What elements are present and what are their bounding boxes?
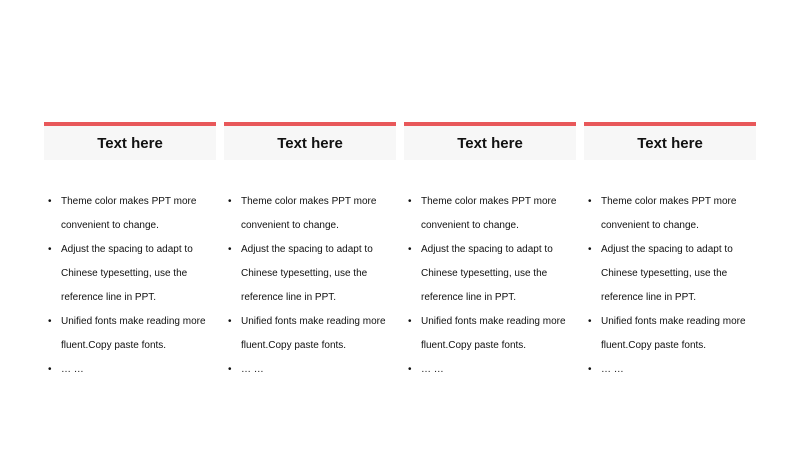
- bullet-item: [404, 238, 576, 310]
- bullet-dot-icon: •: [588, 364, 592, 375]
- bullet-text: … …: [421, 364, 444, 375]
- bullet-text: … …: [241, 364, 264, 375]
- bullet-text: Adjust the spacing to adapt to Chinese typesetting, use the reference line in PPT.: [241, 244, 373, 303]
- bullet-item: [404, 310, 576, 358]
- column-1: [44, 122, 216, 375]
- column-title: Text here: [277, 134, 343, 152]
- bullet-text: Unified fonts make reading more fluent.Copy paste fonts.: [61, 316, 206, 351]
- bullet-text: … …: [601, 364, 624, 375]
- bullet-text: … …: [61, 364, 84, 375]
- bullet-dot-icon: •: [48, 316, 52, 327]
- bullet-item: [404, 190, 576, 238]
- bullet-dot-icon: •: [228, 244, 232, 255]
- bullet-item: [404, 358, 576, 382]
- bullet-dot-icon: •: [48, 244, 52, 255]
- bullet-text: Theme color makes PPT more convenient to change.: [61, 196, 197, 231]
- bullet-dot-icon: •: [588, 316, 592, 327]
- column-title: Text here: [637, 134, 703, 152]
- bullet-list: [224, 190, 396, 382]
- column-2: [224, 122, 396, 375]
- bullet-text: Unified fonts make reading more fluent.Copy paste fonts.: [601, 316, 746, 351]
- bullet-dot-icon: •: [588, 244, 592, 255]
- bullet-dot-icon: •: [588, 196, 592, 207]
- bullet-dot-icon: •: [408, 364, 412, 375]
- bullet-dot-icon: •: [408, 244, 412, 255]
- bullet-list: [44, 190, 216, 382]
- bullet-item: [584, 358, 756, 382]
- bullet-text: Unified fonts make reading more fluent.Copy paste fonts.: [241, 316, 386, 351]
- bullet-dot-icon: •: [228, 316, 232, 327]
- bullet-text: Unified fonts make reading more fluent.Copy paste fonts.: [421, 316, 566, 351]
- bullet-item: [44, 358, 216, 382]
- bullet-text: Adjust the spacing to adapt to Chinese typesetting, use the reference line in PPT.: [421, 244, 553, 303]
- bullet-item: [44, 238, 216, 310]
- column-4: [584, 122, 756, 375]
- bullet-text: Adjust the spacing to adapt to Chinese typesetting, use the reference line in PPT.: [601, 244, 733, 303]
- bullet-list: [584, 190, 756, 382]
- bullet-item: [224, 190, 396, 238]
- bullet-item: [224, 310, 396, 358]
- bullet-item: [44, 190, 216, 238]
- bullet-text: Adjust the spacing to adapt to Chinese typesetting, use the reference line in PPT.: [61, 244, 193, 303]
- bullet-dot-icon: •: [48, 196, 52, 207]
- column-title: Text here: [97, 134, 163, 152]
- column-header: [584, 122, 756, 160]
- column-header: [44, 122, 216, 160]
- bullet-text: Theme color makes PPT more convenient to change.: [241, 196, 377, 231]
- bullet-text: Theme color makes PPT more convenient to change.: [601, 196, 737, 231]
- bullet-item: [584, 238, 756, 310]
- column-title: Text here: [457, 134, 523, 152]
- bullet-dot-icon: •: [408, 196, 412, 207]
- bullet-item: [224, 358, 396, 382]
- bullet-text: Theme color makes PPT more convenient to change.: [421, 196, 557, 231]
- bullet-dot-icon: •: [48, 364, 52, 375]
- bullet-dot-icon: •: [228, 196, 232, 207]
- bullet-item: [584, 190, 756, 238]
- bullet-item: [44, 310, 216, 358]
- bullet-dot-icon: •: [408, 316, 412, 327]
- bullet-item: [224, 238, 396, 310]
- bullet-list: [404, 190, 576, 382]
- column-3: [404, 122, 576, 375]
- column-header: [404, 122, 576, 160]
- column-header: [224, 122, 396, 160]
- bullet-dot-icon: •: [228, 364, 232, 375]
- bullet-item: [584, 310, 756, 358]
